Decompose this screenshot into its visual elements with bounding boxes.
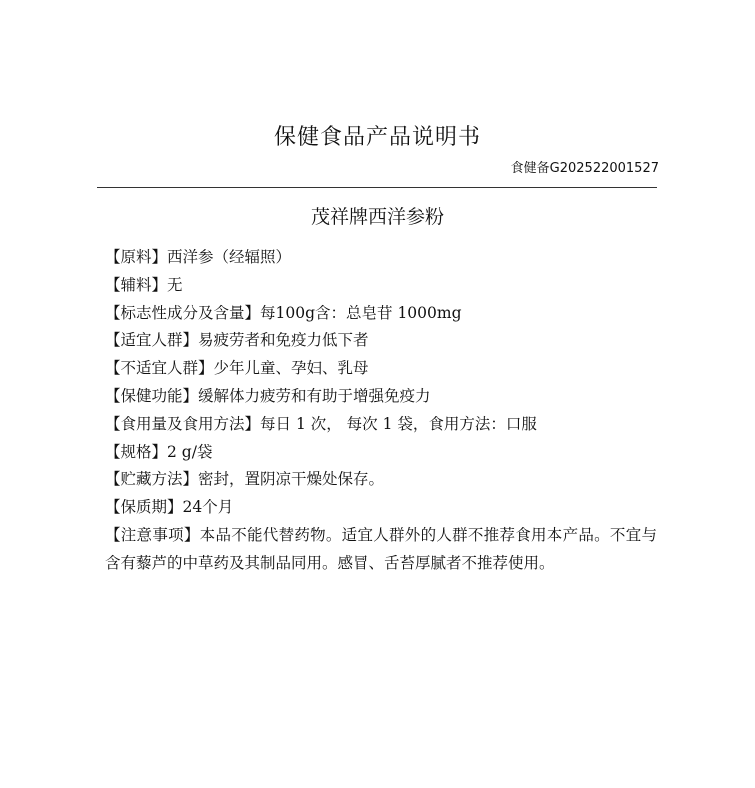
spec-storage: [105, 466, 657, 494]
spec-unsuitable-population: [105, 355, 657, 383]
spec-value: 西洋参（经辐照）: [167, 248, 292, 266]
spec-value: 每日 1 次， 每次 1 袋，食用方法：口服: [260, 414, 537, 433]
spec-shelf-life: [105, 494, 657, 522]
spec-list: [105, 244, 657, 578]
registration-number: 食健备G202522001527: [510, 161, 659, 176]
spec-excipients: [105, 272, 657, 300]
spec-label: 【注意事项】: [105, 525, 200, 544]
spec-label: 【适宜人群】: [105, 331, 199, 350]
divider: [97, 187, 657, 188]
spec-value: 易疲劳者和免疫力低下者: [198, 331, 369, 350]
spec-value: 24个月: [182, 498, 234, 517]
spec-precautions: [105, 522, 657, 578]
spec-dosage: [105, 411, 657, 439]
spec-label: 【保健功能】: [105, 386, 199, 405]
spec-health-function: [105, 383, 657, 411]
spec-value: 缓解体力疲劳和有助于增强免疫力: [198, 386, 431, 405]
product-name: 茂祥牌西洋参粉: [310, 206, 444, 228]
spec-label: 【标志性成分及含量】: [105, 303, 261, 322]
spec-value: 少年儿童、孕妇、乳母: [213, 359, 369, 378]
spec-value: 密封，置阴凉干燥处保存。: [198, 470, 385, 489]
spec-value: 2 g/袋: [167, 442, 213, 461]
spec-label: 【规格】: [105, 442, 168, 461]
spec-marker-ingredient: [105, 300, 657, 328]
spec-label: 【贮藏方法】: [105, 470, 199, 489]
spec-specification: [105, 439, 657, 467]
spec-label: 【原料】: [105, 248, 168, 266]
spec-suitable-population: [105, 327, 657, 355]
spec-value: 无: [167, 275, 183, 294]
spec-value: 本品不能代替药物。适宜人群外的人群不推荐食用本产品。不宜与含有藜芦的中草药及其制品同用。感冒、舌苔厚腻者不推荐使用。: [105, 525, 657, 572]
page-title: 保健食品产品说明书: [273, 125, 481, 150]
spec-label: 【辅料】: [105, 275, 168, 294]
spec-label: 【保质期】: [105, 498, 183, 517]
spec-label: 【不适宜人群】: [105, 359, 214, 378]
spec-label: 【食用量及食用方法】: [105, 414, 261, 433]
spec-value: 每100g含：总皂苷 1000mg: [260, 303, 462, 322]
spec-ingredients: [105, 244, 657, 272]
